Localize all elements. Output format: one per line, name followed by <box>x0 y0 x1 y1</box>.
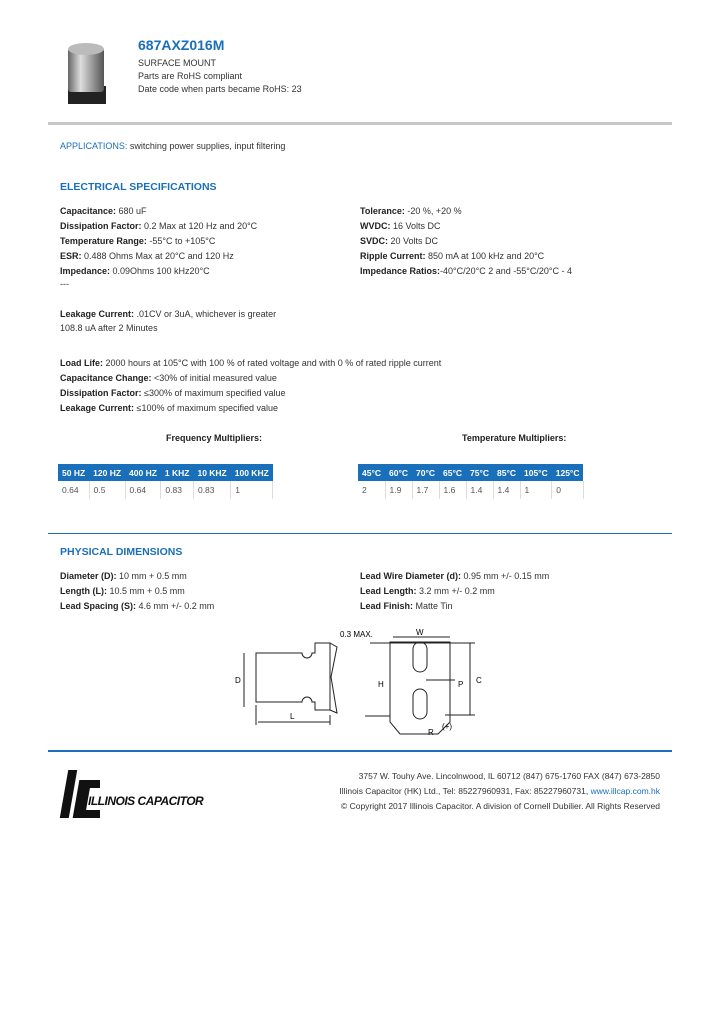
temp-value: 1 <box>520 481 552 499</box>
dash: --- <box>60 279 69 289</box>
label-plus: (+) <box>442 722 452 731</box>
temp-header: 60°C <box>385 464 412 481</box>
freq-header: 50 HZ <box>58 464 89 481</box>
temp-header: 125°C <box>552 464 584 481</box>
freq-header: 10 KHZ <box>193 464 230 481</box>
spec-row: SVDC: 20 Volts DC <box>360 236 439 246</box>
spec-row: Temperature Range: -55°C to +105°C <box>60 236 216 246</box>
spec-row: Ripple Current: 850 mA at 100 kHz and 20°C <box>360 251 545 261</box>
freq-value: 0.64 <box>125 481 161 499</box>
spec-row: Dissipation Factor: ≤300% of maximum specified value <box>60 388 286 398</box>
electrical-right <box>360 204 572 279</box>
spec-row: Lead Length: 3.2 mm +/- 0.2 mm <box>360 586 495 596</box>
temp-header: 75°C <box>466 464 493 481</box>
spec-row: Capacitance Change: <30% of initial measured value <box>60 373 277 383</box>
website-link[interactable]: www.illcap.com.hk <box>590 786 660 796</box>
label-max: 0.3 MAX. <box>340 630 373 639</box>
spec-row: Dissipation Factor: 0.2 Max at 120 Hz and 20°C <box>60 221 258 231</box>
electrical-title: ELECTRICAL SPECIFICATIONS <box>60 181 217 193</box>
footer-hk: Illinois Capacitor (HK) Ltd., Tel: 85227960931, Fax: 85227960731, www.illcap.com.hk <box>339 786 660 796</box>
spec-row: Lead Finish: Matte Tin <box>360 601 453 611</box>
spec-row: Lead Spacing (S): 4.6 mm +/- 0.2 mm <box>60 601 215 611</box>
freq-header: 120 HZ <box>89 464 125 481</box>
part-number: 687AXZ016M <box>138 37 225 53</box>
rohs-status: Parts are RoHS compliant <box>138 71 243 81</box>
spec-row: WVDC: 16 Volts DC <box>360 221 441 231</box>
load-life <box>60 356 441 416</box>
temp-value: 1.4 <box>466 481 493 499</box>
spec-row: Length (L): 10.5 mm + 0.5 mm <box>60 586 185 596</box>
spec-row: ESR: 0.488 Ohms Max at 20°C and 120 Hz <box>60 251 234 261</box>
freq-value: 0.83 <box>193 481 230 499</box>
temp-title: Temperature Multipliers: <box>462 433 567 443</box>
dimension-diagram <box>230 625 490 740</box>
rohs-datecode: Date code when parts became RoHS: 23 <box>138 84 302 94</box>
temp-value: 1.7 <box>412 481 439 499</box>
physical-left <box>60 569 214 614</box>
temp-header: 65°C <box>439 464 466 481</box>
freq-table <box>58 464 273 499</box>
temp-value: 1.9 <box>385 481 412 499</box>
label-p: P <box>458 680 464 689</box>
temp-value: 0 <box>552 481 584 499</box>
spec-row: Impedance Ratios:-40°C/20°C 2 and -55°C/20°C - 4 <box>360 266 572 276</box>
freq-value: 0.83 <box>161 481 194 499</box>
label-c: C <box>476 676 482 685</box>
freq-header: 1 KHZ <box>161 464 194 481</box>
freq-value: 1 <box>231 481 273 499</box>
leakage-current: Leakage Current: .01CV or 3uA, whichever is greater <box>60 309 277 319</box>
label-d: D <box>235 676 241 685</box>
leakage-after: 108.8 uA after 2 Minutes <box>60 323 158 333</box>
applications-value: switching power supplies, input filtering <box>127 141 286 151</box>
spec-row: Impedance: 0.09Ohms 100 kHz20°C <box>60 266 210 276</box>
capacitor-image <box>64 40 110 106</box>
label-w: W <box>416 628 424 637</box>
freq-value: 0.64 <box>58 481 89 499</box>
divider <box>48 122 672 125</box>
spec-row: Lead Wire Diameter (d): 0.95 mm +/- 0.15 mm <box>360 571 550 581</box>
freq-header: 400 HZ <box>125 464 161 481</box>
applications-label: APPLICATIONS: <box>60 141 128 151</box>
label-h: H <box>378 680 384 689</box>
spec-row: Leakage Current: ≤100% of maximum specified value <box>60 403 279 413</box>
temp-value: 1.6 <box>439 481 466 499</box>
temp-header: 105°C <box>520 464 552 481</box>
footer-copyright: © Copyright 2017 Illinois Capacitor. A division of Cornell Dubilier. All Rights Reserved <box>340 801 660 811</box>
spec-row: Tolerance: -20 %, +20 % <box>360 206 462 216</box>
spec-row: Load Life: 2000 hours at 105°C with 100 % of rated voltage and with 0 % of rated ripple current <box>60 358 442 368</box>
freq-title: Frequency Multipliers: <box>166 433 263 443</box>
temp-value: 2 <box>358 481 385 499</box>
spec-row: Capacitance: 680 uF <box>60 206 147 216</box>
illinois-capacitor-logo: ILLINOIS CAPACITOR <box>60 770 190 820</box>
mount-type: SURFACE MOUNT <box>138 58 217 68</box>
label-l: L <box>290 712 295 721</box>
freq-header: 100 KHZ <box>231 464 273 481</box>
spec-row: Diameter (D): 10 mm + 0.5 mm <box>60 571 187 581</box>
physical-title: PHYSICAL DIMENSIONS <box>60 546 183 558</box>
footer-address: 3757 W. Touhy Ave. Lincolnwood, IL 60712 (847) 675-1760 FAX (847) 673-2850 <box>358 771 660 781</box>
temp-header: 70°C <box>412 464 439 481</box>
label-r: R <box>428 728 434 737</box>
divider <box>48 750 672 752</box>
electrical-left <box>60 204 257 279</box>
applications <box>60 141 285 152</box>
temp-value: 1.4 <box>493 481 520 499</box>
physical-right <box>360 569 549 614</box>
temp-header: 45°C <box>358 464 385 481</box>
temp-header: 85°C <box>493 464 520 481</box>
freq-value: 0.5 <box>89 481 125 499</box>
temp-table <box>358 464 584 499</box>
divider <box>48 533 672 534</box>
